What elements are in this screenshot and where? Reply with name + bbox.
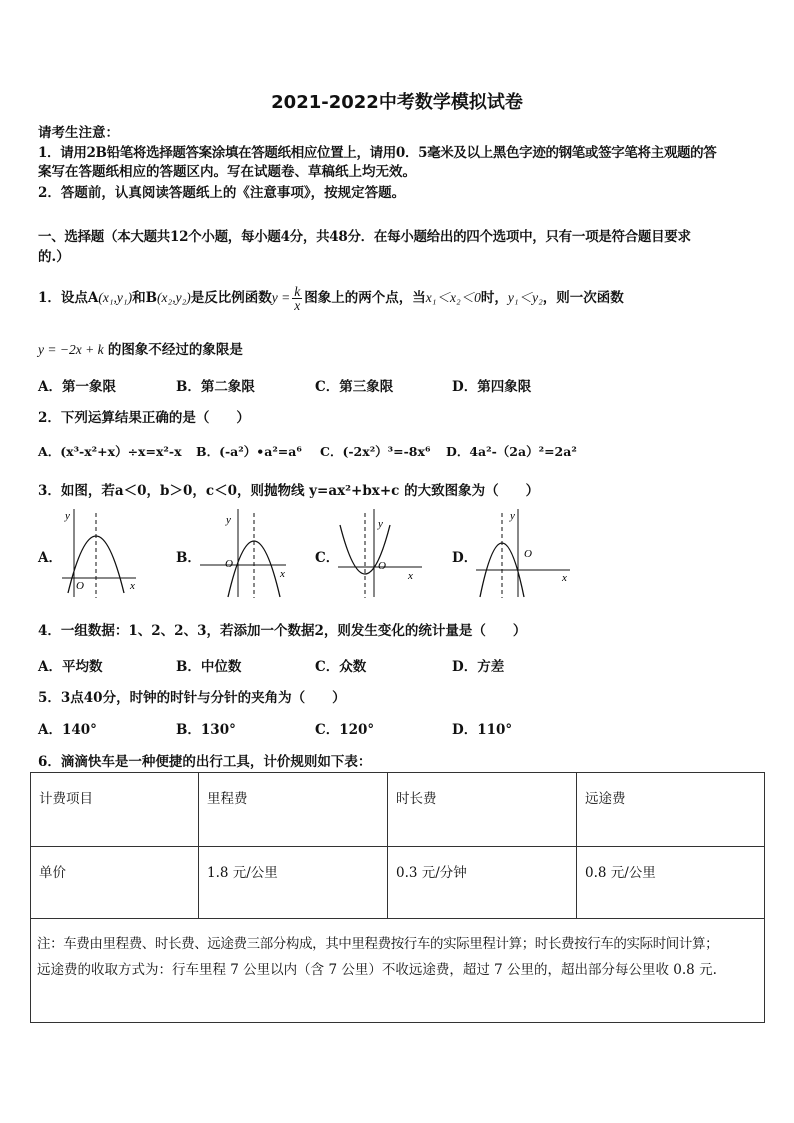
q3-option-b[interactable]: B． [176, 550, 201, 566]
q1-text-c: 是反比例函数 [190, 290, 272, 306]
q1-frac-num: k [294, 284, 301, 299]
notice-heading: 请考生注意： [38, 125, 119, 141]
q4-option-c[interactable]: C．众数 [315, 659, 367, 675]
q3-graph-b [198, 505, 290, 600]
q1-text-d: 图象上的两个点，当 [304, 290, 426, 306]
question-5-stem: 5．3点40分，时钟的时针与分针的夹角为（ ） [38, 690, 346, 706]
q3-option-a[interactable]: A． [38, 550, 62, 566]
table-header-cell: 时长费 [388, 773, 577, 847]
question-6-stem: 6．滴滴快车是一种便捷的出行工具，计价规则如下表： [38, 754, 372, 770]
q3-option-d[interactable]: D． [452, 550, 478, 566]
q5-option-b[interactable]: B．130° [176, 722, 236, 738]
axis-label-x: x [562, 572, 567, 584]
axis-label-y: y [510, 510, 515, 522]
notice-line-1: 1．请用2B铅笔将选择题答案涂填在答题纸相应位置上，请用0．5毫米及以上黑色字迹的钢笔或签字笔将主观题的答 [38, 145, 717, 161]
section-heading-line-2: 的.） [38, 249, 70, 265]
q2-option-d[interactable]: D．4a²-（2a）²=2a² [446, 444, 577, 459]
section-heading-line-1: 一、选择题（本大题共12个小题，每小题4分，共48分．在每小题给出的四个选项中，只有一项是符合题目要求 [38, 229, 691, 245]
table-note-line-1: 注：车费由里程费、时长费、远途费三部分构成，其中里程费按行车的实际里程计算；时长费按行车的实际时间计算； [37, 936, 719, 952]
table-header-cell: 里程费 [199, 773, 388, 847]
axis-label-x: x [130, 580, 135, 592]
q1-text-b: 和B [132, 290, 158, 306]
q4-option-d[interactable]: D．方差 [452, 659, 505, 675]
q1-text-e: 时， [480, 290, 508, 306]
table-header-cell: 远途费 [577, 773, 765, 847]
q1-cond-y: y₁＜y₂ [507, 290, 543, 305]
q2-option-a[interactable]: A．(x³-x²+x）÷x=x²-x [38, 444, 182, 459]
q1-fraction [292, 285, 302, 312]
axis-label-x: x [280, 568, 285, 580]
table-cell: 0.3 元/分钟 [388, 847, 577, 919]
fare-table [30, 772, 765, 1023]
question-1-stem-line-2 [38, 338, 243, 358]
q4-option-a[interactable]: A．平均数 [38, 659, 103, 675]
origin-label: O [378, 560, 386, 572]
q4-option-b[interactable]: B．中位数 [176, 659, 242, 675]
table-note-cell [31, 919, 765, 1023]
axis-label-y: y [378, 518, 383, 530]
q3-option-c[interactable]: C． [315, 550, 340, 566]
q1-point-b: (x₂,y₂) [157, 290, 191, 305]
notice-line-2: 案写在答题纸相应的答题区内。写在试题卷、草稿纸上均无效。 [38, 164, 416, 180]
origin-label: O [76, 580, 84, 592]
table-cell: 1.8 元/公里 [199, 847, 388, 919]
q1-option-b[interactable]: B．第二象限 [176, 379, 255, 395]
origin-label: O [524, 548, 532, 560]
question-1-stem [38, 285, 624, 312]
axis-label-y: y [226, 514, 231, 526]
q1-point-a: (x₁,y₁) [98, 290, 133, 305]
question-3-stem: 3．如图，若a＜0，b＞0，c＜0，则抛物线 y=ax²+bx+c 的大致图象为（ ） [38, 483, 540, 499]
q5-option-d[interactable]: D．110° [452, 722, 513, 738]
axis-label-x: x [408, 570, 413, 582]
table-note-row [31, 919, 765, 1023]
table-cell: 单价 [31, 847, 199, 919]
notice-line-3: 2．答题前，认真阅读答题纸上的《注意事项》，按规定答题。 [38, 185, 406, 201]
axis-label-y: y [65, 510, 70, 522]
origin-label: O [225, 558, 233, 570]
table-row [31, 847, 765, 919]
page-title: 2021-2022中考数学模拟试卷 [271, 92, 523, 113]
q2-option-b[interactable]: B．(-a²）•a²=a⁶ [196, 444, 302, 459]
q1-text-a: 1．设点A [38, 290, 99, 306]
question-4-stem: 4．一组数据：1、2、2、3，若添加一个数据2，则发生变化的统计量是（ ） [38, 623, 527, 639]
q1-cond-x: x₁＜x₂＜0 [425, 290, 481, 305]
table-header-cell: 计费项目 [31, 773, 199, 847]
q1-line-fn: y = −2x + k [38, 342, 104, 357]
q1-text-f: ，则一次函数 [542, 290, 624, 306]
q2-option-c[interactable]: C．(-2x²）³=-8x⁶ [320, 444, 431, 459]
question-2-stem: 2．下列运算结果正确的是（ ） [38, 410, 250, 426]
q1-fn-lhs: y = [271, 290, 291, 305]
table-note-line-2: 远途费的收取方式为：行车里程 7 公里以内（含 7 公里）不收远途费，超过 7 公里的，超出部分每公里收 0.8 元. [37, 962, 717, 978]
q3-graph-d [474, 505, 574, 600]
table-header-row [31, 773, 765, 847]
q1-frac-den: x [294, 298, 301, 313]
q5-option-a[interactable]: A．140° [38, 722, 97, 738]
q3-graph-a [60, 505, 140, 600]
q5-option-c[interactable]: C．120° [315, 722, 375, 738]
q1-option-d[interactable]: D．第四象限 [452, 379, 532, 395]
table-cell: 0.8 元/公里 [577, 847, 765, 919]
q1-option-c[interactable]: C．第三象限 [315, 379, 394, 395]
q1-option-a[interactable]: A．第一象限 [38, 379, 116, 395]
q3-graph-c [336, 505, 426, 600]
q1-text-g: 的图象不经过的象限是 [107, 342, 243, 358]
